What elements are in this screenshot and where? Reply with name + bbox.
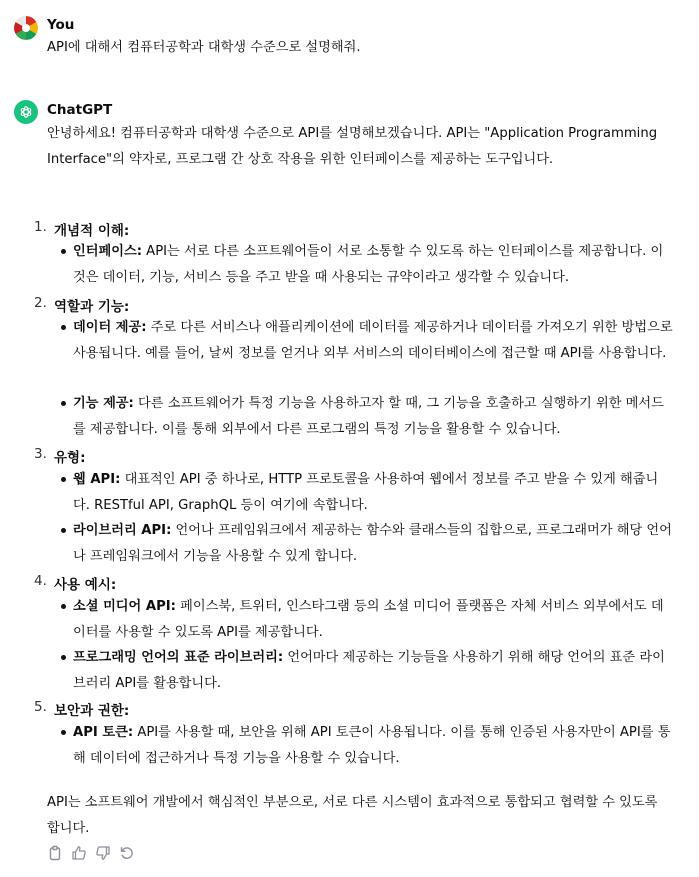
section-title: 보안과 권한:: [54, 703, 130, 719]
section-number: 5.: [34, 699, 47, 715]
bullet-label: 웹 API:: [73, 472, 121, 487]
list-item: [73, 518, 673, 570]
bullet-label: 기능 제공:: [73, 396, 134, 411]
bullet-dot: [61, 528, 66, 533]
section-title: 역할과 기능:: [54, 299, 130, 315]
bullet-text: 주로 다른 서비스나 애플리케이션에 데이터를 제공하거나 데이터를 가져오기 위한 방법으로 사용됩니다. 예를 들어, 날씨 정보를 얻거나 외부 서비스의 데이터베이스에 접근할 때 API를 사용합니다.: [73, 320, 673, 361]
message-actions: [47, 845, 135, 861]
section-number: 3.: [34, 446, 47, 462]
bullet-label: 라이브러리 API:: [73, 523, 172, 538]
bullet-label: 데이터 제공:: [73, 320, 147, 335]
list-item: [73, 239, 673, 291]
thumbs-up-button[interactable]: [71, 845, 87, 861]
user-sender-name: You: [47, 17, 75, 33]
user-avatar-icon: [14, 16, 38, 40]
section-title: 유형:: [54, 450, 86, 466]
openai-logo-icon: [14, 100, 38, 124]
thumbs-down-icon: [95, 845, 111, 861]
bullet-dot: [61, 249, 66, 254]
bullet-dot: [61, 401, 66, 406]
list-item: [73, 594, 673, 646]
bullet-text: 페이스북, 트위터, 인스타그램 등의 소셜 미디어 플랫폼은 자체 서비스 외부에서도 데이터를 사용할 수 있도록 API를 제공합니다.: [73, 599, 664, 640]
bullet-dot: [61, 325, 66, 330]
bullet-text: API를 사용할 때, 보안을 위해 API 토큰이 사용됩니다. 이를 통해 인증된 사용자만이 API를 통해 데이터에 접근하거나 특정 기능을 사용할 수 있습니다.: [73, 725, 671, 766]
section-number: 4.: [34, 573, 47, 589]
bullet-text: 대표적인 API 중 하나로, HTTP 프로토콜을 사용하여 웹에서 정보를 주고 받을 수 있게 해줍니다. RESTful API, GraphQL 등이 여기에 속합니다.: [73, 472, 659, 513]
bullet-text: API는 서로 다른 소프트웨어들이 서로 소통할 수 있도록 하는 인터페이스를 제공합니다. 이것은 데이터, 기능, 서비스 등을 주고 받을 때 사용되는 규약이라고 생각할 수 있습니다.: [73, 244, 664, 285]
assistant-sender-name: ChatGPT: [47, 102, 113, 118]
section-number: 2.: [34, 295, 47, 311]
bullet-dot: [61, 730, 66, 735]
list-item: [73, 467, 673, 519]
copy-button[interactable]: [47, 845, 63, 861]
user-message-text: API에 대해서 컴퓨터공학과 대학생 수준으로 설명해줘.: [47, 40, 361, 55]
bullet-label: 소셜 미디어 API:: [73, 599, 176, 614]
list-item: [73, 391, 673, 443]
bullet-text: 언어마다 제공하는 기능들을 사용하기 위해 해당 언어의 표준 라이브러리 API를 활용합니다.: [73, 650, 665, 691]
list-item: [73, 645, 673, 697]
bullet-label: 인터페이스:: [73, 244, 142, 259]
list-item: [73, 720, 673, 772]
thumbs-down-button[interactable]: [95, 845, 111, 861]
bullet-dot: [61, 477, 66, 482]
section-title: 개념적 이해:: [54, 223, 130, 239]
section-title: 사용 예시:: [54, 577, 117, 593]
bullet-dot: [61, 604, 66, 609]
bullet-dot: [61, 655, 66, 660]
bullet-label: API 토큰:: [73, 725, 134, 740]
section-number: 1.: [34, 219, 47, 235]
bullet-text: 언어나 프레임워크에서 제공하는 함수와 클래스들의 집합으로, 프로그래머가 해당 언어나 프레임워크에서 기능을 사용할 수 있게 합니다.: [73, 523, 672, 564]
refresh-icon: [119, 845, 135, 861]
regenerate-button[interactable]: [119, 845, 135, 861]
assistant-conclusion-text: API는 소프트웨어 개발에서 핵심적인 부분으로, 서로 다른 시스템이 효과적으로 통합되고 협력할 수 있도록 합니다.: [47, 795, 658, 836]
assistant-intro-text: 안녕하세요! 컴퓨터공학과 대학생 수준으로 API를 설명해보겠습니다. API는 "Application Programming Interface"의 약자로, 프로그램 간 상호 작용을 위한 인터페이스를 제공하는 도구입니다.: [47, 126, 658, 167]
bullet-label: 프로그래밍 언어의 표준 라이브러리:: [73, 650, 284, 665]
thumbs-up-icon: [71, 845, 87, 861]
clipboard-icon: [47, 845, 63, 861]
bullet-text: 다른 소프트웨어가 특정 기능을 사용하고자 할 때, 그 기능을 호출하고 실행하기 위한 메서드를 제공합니다. 이를 통해 외부에서 다른 프로그램의 특정 기능을 활용할 수 있습니다.: [73, 396, 664, 437]
list-item: [73, 315, 673, 367]
